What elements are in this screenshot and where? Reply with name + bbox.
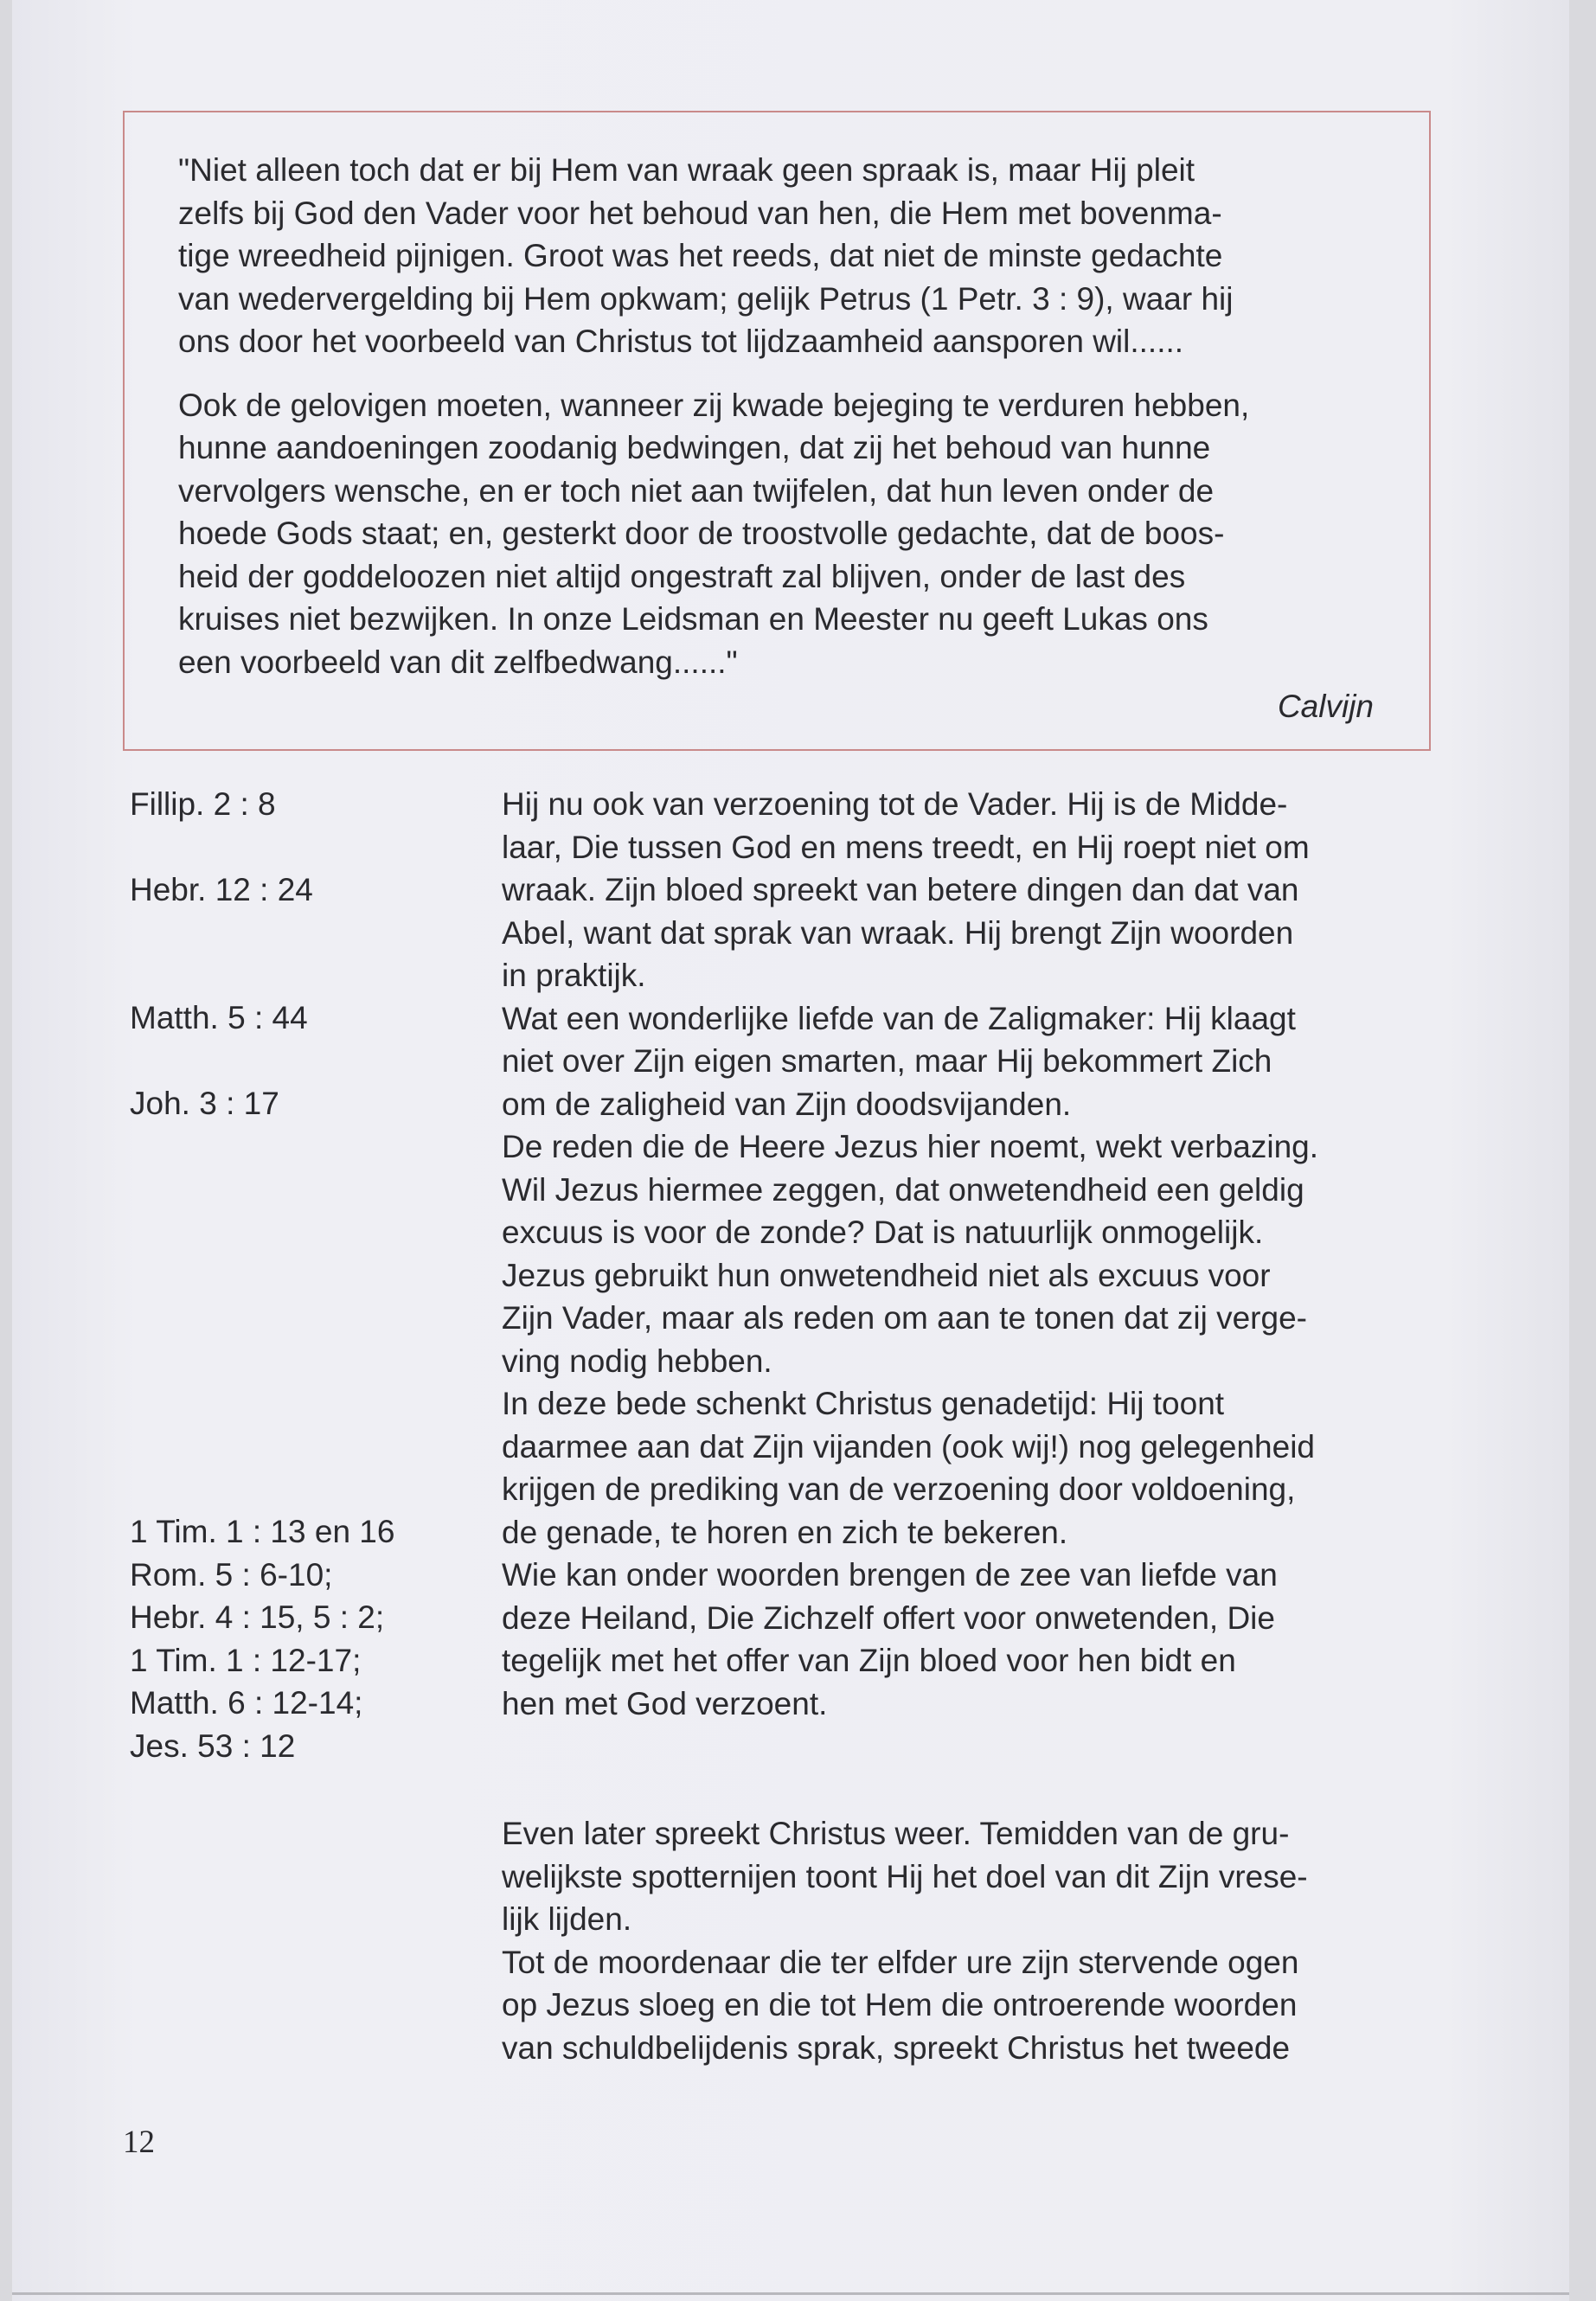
text-line: Jezus gebruikt hun onwetendheid niet als excuus voor — [502, 1257, 1271, 1293]
text-line: De reden die de Heere Jezus hier noemt, wekt verbazing. — [502, 1129, 1319, 1164]
reference: Joh. 3 : 17 — [130, 1086, 279, 1121]
text-line: de genade, te horen en zich te bekeren. — [502, 1514, 1068, 1550]
quote-line: hunne aandoeningen zoodanig bedwingen, dat zij het behoud van hunne — [178, 430, 1211, 465]
text-line: lijk lijden. — [502, 1901, 632, 1937]
text-line: Even later spreekt Christus weer. Temidden van de gru- — [502, 1816, 1290, 1851]
quote-line: van wedervergelding bij Hem opkwam; gelijk Petrus (1 Petr. 3 : 9), waar hij — [178, 280, 1234, 317]
quote-line: kruises niet bezwijken. In onze Leidsman en Meester nu geeft Lukas ons — [178, 601, 1208, 637]
text-line: Zijn Vader, maar als reden om aan te tonen dat zij verge- — [502, 1300, 1307, 1336]
text-line: Abel, want dat sprak van wraak. Hij brengt Zijn woorden — [502, 914, 1294, 951]
text-line: krijgen de prediking van de verzoening door voldoening, — [502, 1471, 1296, 1507]
quote-paragraph-2 — [178, 384, 1374, 684]
text-line: Wie kan onder woorden brengen de zee van liefde van — [502, 1557, 1278, 1593]
text-line: laar, Die tussen God en mens treedt, en Hij roept niet om — [502, 829, 1310, 865]
quote-line: heid der goddeloozen niet altijd ongestraft zal blijven, onder de last des — [178, 558, 1186, 594]
reference: Rom. 5 : 6-10; — [130, 1557, 333, 1593]
text-line: daarmee aan dat Zijn vijanden (ook wij!) nog gelegenheid — [502, 1428, 1315, 1465]
text-line: wraak. Zijn bloed spreekt van betere dingen dan dat van — [502, 872, 1299, 907]
quote-line: ons door het voorbeeld van Christus tot lijdzaamheid aansporen wil...... — [178, 324, 1184, 359]
main-text-block — [502, 783, 1488, 1725]
quote-line: hoede Gods staat; en, gesterkt door de troostvolle gedachte, dat de boos- — [178, 516, 1225, 551]
text-line: Wil Jezus hiermee zeggen, dat onwetendheid een geldig — [502, 1171, 1304, 1208]
reference: Matth. 6 : 12-14; — [130, 1685, 363, 1721]
text-line: In deze bede schenkt Christus genadetijd: Hij toont — [502, 1386, 1225, 1421]
quote-line: een voorbeeld van dit zelfbedwang......" — [178, 644, 738, 680]
reference: Hebr. 12 : 24 — [130, 872, 313, 907]
quote-line: tige wreedheid pijnigen. Groot was het reeds, dat niet de minste gedachte — [178, 238, 1223, 273]
reference: Hebr. 4 : 15, 5 : 2; — [130, 1599, 385, 1635]
quote-line: "Niet alleen toch dat er bij Hem van wraak geen spraak is, maar Hij pleit — [178, 152, 1195, 188]
quote-line: vervolgers wensche, en er toch niet aan twijfelen, dat hun leven onder de — [178, 472, 1215, 509]
reference: Matth. 5 : 44 — [130, 1000, 308, 1035]
bottom-divider — [12, 2292, 1569, 2295]
text-line: tegelijk met het offer van Zijn bloed voor hen bidt en — [502, 1643, 1236, 1678]
reference: 1 Tim. 1 : 13 en 16 — [130, 1514, 395, 1549]
quote-author: Calvijn — [1277, 689, 1374, 724]
calvin-quote-box — [123, 111, 1431, 751]
text-line: welijkste spotternijen toont Hij het doel van dit Zijn vrese- — [502, 1858, 1308, 1894]
reference: Jes. 53 : 12 — [130, 1728, 296, 1764]
reference: 1 Tim. 1 : 12-17; — [130, 1643, 362, 1678]
page-number: 12 — [123, 2125, 155, 2160]
quote-line: Ook de gelovigen moeten, wanneer zij kwade bejeging te verduren hebben, — [178, 387, 1250, 423]
text-line: deze Heiland, Die Zichzelf offert voor onwetenden, Die — [502, 1599, 1275, 1636]
text-line: hen met God verzoent. — [502, 1685, 828, 1721]
page — [12, 0, 1569, 2301]
text-line: Tot de moordenaar die ter elfder ure zijn stervende ogen — [502, 1944, 1299, 1980]
quote-paragraph-1 — [178, 149, 1374, 363]
text-line: in praktijk. — [502, 958, 646, 993]
reference: Fillip. 2 : 8 — [130, 786, 276, 822]
quote-line: zelfs bij God den Vader voor het behoud van hen, die Hem met bovenma- — [178, 195, 1222, 231]
text-line: van schuldbelijdenis sprak, spreekt Christus het tweede — [502, 2029, 1291, 2066]
text-line: Wat een wonderlijke liefde van de Zaligmaker: Hij klaagt — [502, 1000, 1296, 1036]
text-line: op Jezus sloeg en die tot Hem die ontroerende woorden — [502, 1987, 1298, 2022]
text-line: excuus is voor de zonde? Dat is natuurlijk onmogelijk. — [502, 1215, 1264, 1250]
text-line: om de zaligheid van Zijn doodsvijanden. — [502, 1086, 1072, 1122]
second-text-block — [502, 1812, 1488, 2069]
text-line: niet over Zijn eigen smarten, maar Hij bekommert Zich — [502, 1043, 1272, 1079]
text-line: ving nodig hebben. — [502, 1343, 772, 1379]
text-line: Hij nu ook van verzoening tot de Vader. Hij is de Midde- — [502, 786, 1288, 822]
